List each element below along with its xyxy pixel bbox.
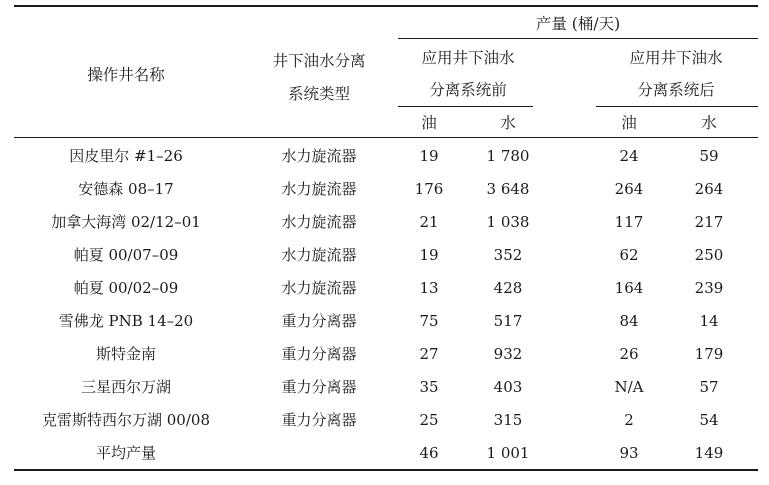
table-row-water-before: 932 [493,345,523,363]
table-row-type: 水力旋流器 [281,246,357,264]
table-row-oil-after: 26 [619,345,639,363]
table-row-water-after: 179 [694,345,724,363]
table-row-oil-before: 27 [419,345,439,363]
table-row-type: 水力旋流器 [281,213,357,231]
table-row-oil-before: 19 [419,246,439,264]
production-rule [398,38,758,39]
col-header-type-line2: 系统类型 [287,85,351,103]
table-row-name: 雪佛龙 PNB 14–20 [58,312,194,330]
table-row-water-before: 517 [493,312,523,330]
after-header-line2: 分离系统后 [637,81,715,99]
average-row-name: 平均产量 [95,444,157,462]
table-row-name: 帕夏 00/07–09 [73,246,179,264]
table-row-type: 重力分离器 [281,312,357,330]
table-row-type: 水力旋流器 [281,147,357,165]
before-header-line1: 应用井下油水 [421,49,515,67]
water-after-header: 水 [701,114,717,132]
table-row-oil-before: 13 [419,279,439,297]
table-row-oil-before: 35 [419,378,439,396]
table-row-water-after: 59 [699,147,719,165]
table-row-oil-before: 21 [419,213,439,231]
after-header-line1: 应用井下油水 [629,49,723,67]
table-row-oil-after: 24 [619,147,639,165]
water-before-header: 水 [500,114,516,132]
table-row-water-after: 54 [699,411,719,429]
table-row-oil-before: 25 [419,411,439,429]
table-row-name: 克雷斯特西尔万湖 00/08 [42,411,210,429]
table-row-name: 帕夏 00/02–09 [73,279,179,297]
before-rule [398,106,533,107]
table-row-oil-after: N/A [614,378,644,396]
table-row-water-after: 57 [699,378,719,396]
average-row-water-after: 149 [694,444,724,462]
table-row-oil-after: 264 [614,180,644,198]
table-row-oil-after: 2 [624,411,634,429]
table-row-name: 因皮里尔 #1–26 [69,147,183,165]
table-row-water-before: 428 [493,279,523,297]
table-row-type: 重力分离器 [281,378,357,396]
table-row-water-after: 264 [694,180,724,198]
table-row-name: 加拿大海湾 02/12–01 [51,213,201,231]
average-row-oil-after: 93 [619,444,639,462]
oil-before-header: 油 [421,114,437,132]
table-row-water-before: 1 780 [486,147,530,165]
before-header-line2: 分离系统前 [429,81,507,99]
table-row-type: 重力分离器 [281,345,357,363]
table-row-oil-after: 84 [619,312,639,330]
table-row-oil-before: 176 [414,180,444,198]
header-bottom-rule [14,137,758,138]
oil-after-header: 油 [621,114,637,132]
table-row-name: 安德森 08–17 [78,180,174,198]
table-row-oil-after: 164 [614,279,644,297]
table-row-oil-after: 62 [619,246,639,264]
col-header-name: 操作井名称 [87,66,165,84]
average-row-water-before: 1 001 [486,444,530,462]
table-row-name: 斯特金南 [95,345,157,363]
top-rule [14,5,758,7]
table-row-water-after: 239 [694,279,724,297]
table-row-water-before: 1 038 [486,213,530,231]
table-row-water-before: 352 [493,246,523,264]
production-header: 产量 (桶/天) [535,15,621,33]
table-row-water-after: 217 [694,213,724,231]
after-rule [596,106,758,107]
table-row-oil-before: 75 [419,312,439,330]
table-row-type: 水力旋流器 [281,279,357,297]
table-row-type: 水力旋流器 [281,180,357,198]
table-row-water-before: 3 648 [486,180,530,198]
table-row-water-before: 403 [493,378,523,396]
table-row-water-before: 315 [493,411,523,429]
table-row-oil-after: 117 [614,213,644,231]
table-row-oil-before: 19 [419,147,439,165]
col-header-type-line1: 井下油水分离 [272,52,366,70]
bottom-rule [14,469,758,471]
table-row-type: 重力分离器 [281,411,357,429]
table-row-name: 三星西尔万湖 [80,378,172,396]
table-row-water-after: 250 [694,246,724,264]
table-row-water-after: 14 [699,312,719,330]
average-row-oil-before: 46 [419,444,439,462]
